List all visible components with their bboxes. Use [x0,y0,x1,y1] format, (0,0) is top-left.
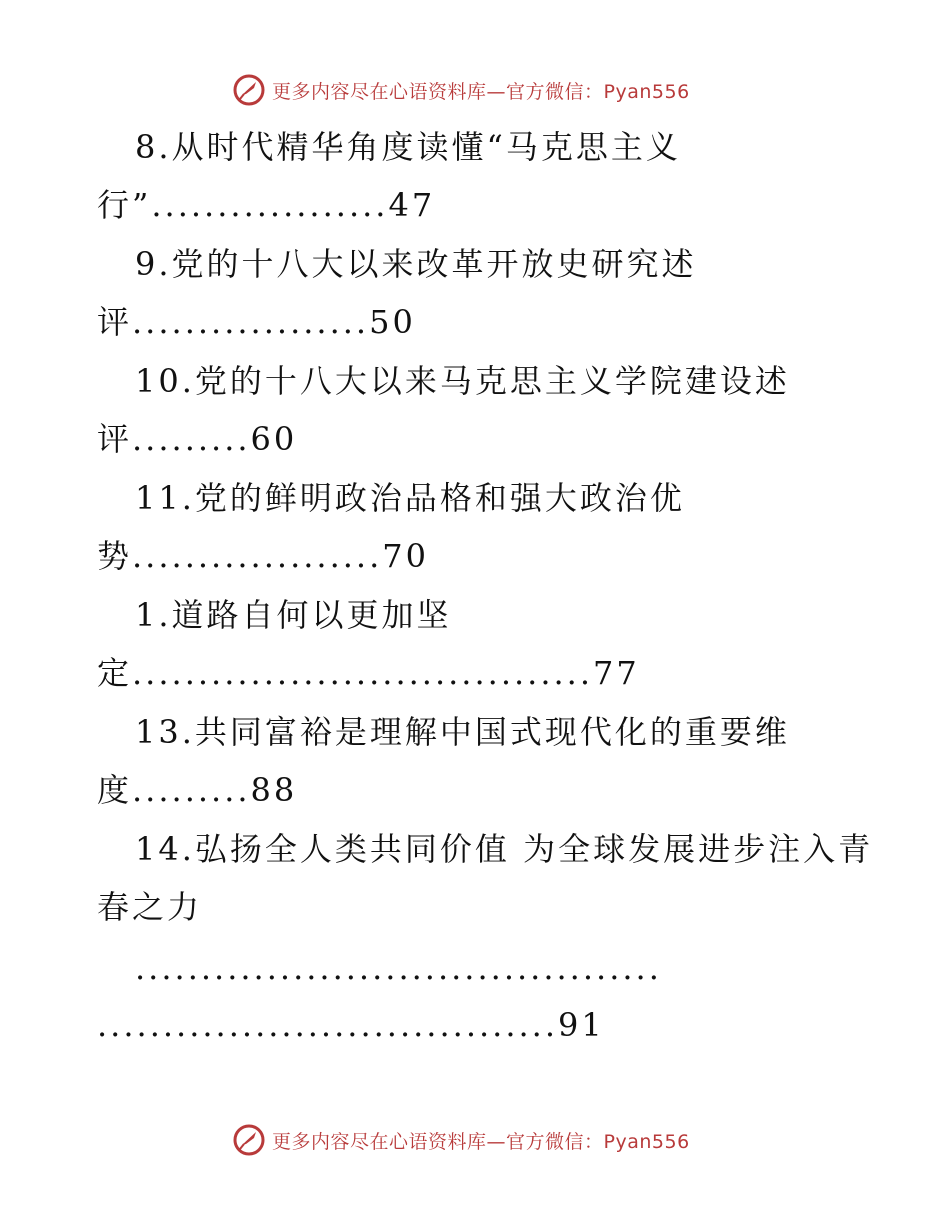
toc-dot-leader: ........................................ [135,949,662,987]
watermark-text: 更多内容尽在心语资料库—官方微信：Pyan556 [272,80,690,103]
toc-entry-title: 1.道路自何以更加坚 [135,596,452,634]
toc-entry-page: 评.........60 [97,420,298,458]
toc-entry-title: 10.党的十八大以来马克思主义学院建设述 [135,362,790,400]
toc-entry-page: 行”..................47 [97,186,436,224]
watermark-header [232,70,690,110]
toc-entry-page: 定...................................77 [97,654,640,692]
watermark-text: 更多内容尽在心语资料库—官方微信：Pyan556 [272,1130,690,1153]
quill-logo-icon [232,1123,266,1157]
toc-entry-title: 8.从时代精华角度读懂“马克思主义 [135,128,681,166]
toc-entry-title: 9.党的十八大以来改革开放史研究述 [135,245,697,283]
toc-entry-title: 11.党的鲜明政治品格和强大政治优 [135,479,685,517]
toc-entry-page: ...................................91 [97,1006,605,1044]
toc-entry-title-cont: 春之力 [97,888,203,926]
toc-entry-title: 13.共同富裕是理解中国式现代化的重要维 [135,713,790,751]
toc-entry-page: 评..................50 [97,303,416,341]
toc-entry-title: 14.弘扬全人类共同价值 为全球发展进步注入青 [135,830,874,868]
toc-entry-page: 度.........88 [97,771,298,809]
toc-entry-page: 势...................70 [97,537,429,575]
quill-logo-icon [232,73,266,107]
watermark-footer [232,1120,690,1160]
